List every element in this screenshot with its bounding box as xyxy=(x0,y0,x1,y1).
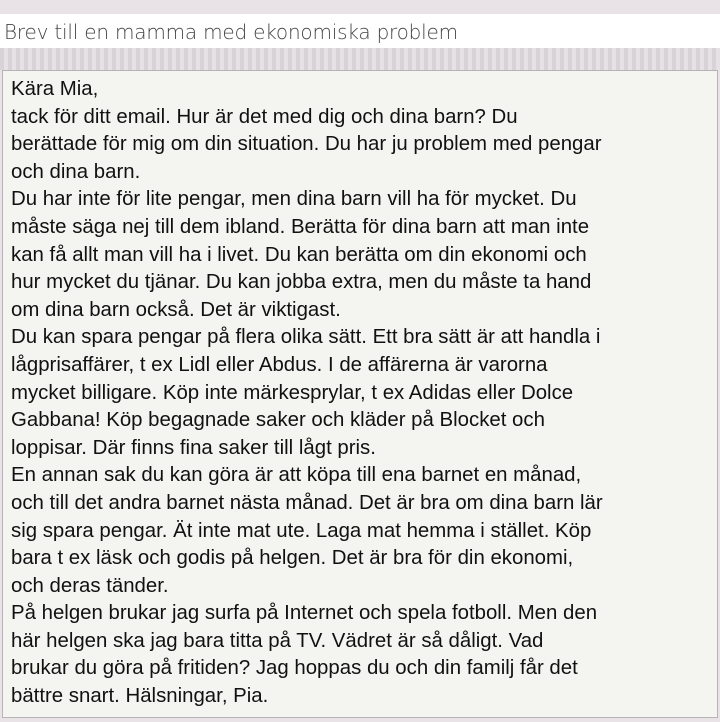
title-divider-band xyxy=(0,48,720,70)
letter-line: loppisar. Där finns fina saker till lågt pris. xyxy=(11,436,376,459)
letter-line: Du kan spara pengar på flera olika sätt. Ett bra sätt är att handla i xyxy=(11,326,601,349)
letter-line: Kära Mia, xyxy=(11,78,99,100)
letter-line: måste säga nej till dem ibland. Berätta för dina barn att man inte xyxy=(11,215,590,238)
letter-line: om dina barn också. Det är viktigast. xyxy=(11,298,341,321)
letter-text-area[interactable] xyxy=(2,70,718,718)
letter-line: lågprisaffärer, t ex Lidl eller Abdus. I de affärerna är varorna xyxy=(11,353,548,376)
letter-line: och deras tänder. xyxy=(11,574,169,597)
letter-line: kan få allt man vill ha i livet. Du kan berätta om din ekonomi och xyxy=(11,243,587,266)
document-title: Brev till en mamma med ekonomiska problem xyxy=(4,20,458,44)
letter-line: och till det andra barnet nästa månad. Det är bra om dina barn lär xyxy=(11,491,603,514)
letter-line: En annan sak du kan göra är att köpa till ena barnet en månad, xyxy=(11,464,582,487)
letter-line: hur mycket du tjänar. Du kan jobba extra, men du måste ta hand xyxy=(11,271,592,294)
letter-line: och dina barn. xyxy=(11,160,141,183)
letter-line: bara t ex läsk och godis på helgen. Det är bra för din ekonomi, xyxy=(11,547,574,570)
letter-line: bättre snart. Hälsningar, Pia. xyxy=(11,685,269,708)
letter-line: brukar du göra på fritiden? Jag hoppas du och din familj får det xyxy=(11,657,578,680)
letter-line: sig spara pengar. Ät inte mat ute. Laga mat hemma i stället. Köp xyxy=(11,519,592,542)
letter-line: berättade för mig om din situation. Du har ju problem med pengar xyxy=(11,133,602,156)
title-bar xyxy=(0,14,720,48)
letter-line: mycket billigare. Köp inte märkesprylar, t ex Adidas eller Dolce xyxy=(11,381,574,404)
letter-line: På helgen brukar jag surfa på Internet och spela fotboll. Men den xyxy=(11,602,598,625)
letter-line: tack för ditt email. Hur är det med dig och dina barn? Du xyxy=(11,105,518,128)
letter-line: Gabbana! Köp begagnade saker och kläder på Blocket och xyxy=(11,409,545,432)
letter-line: här helgen ska jag bara titta på TV. Vädret är så dåligt. Vad xyxy=(11,629,544,652)
letter-line: Du har inte för lite pengar, men dina barn vill ha för mycket. Du xyxy=(11,188,577,211)
